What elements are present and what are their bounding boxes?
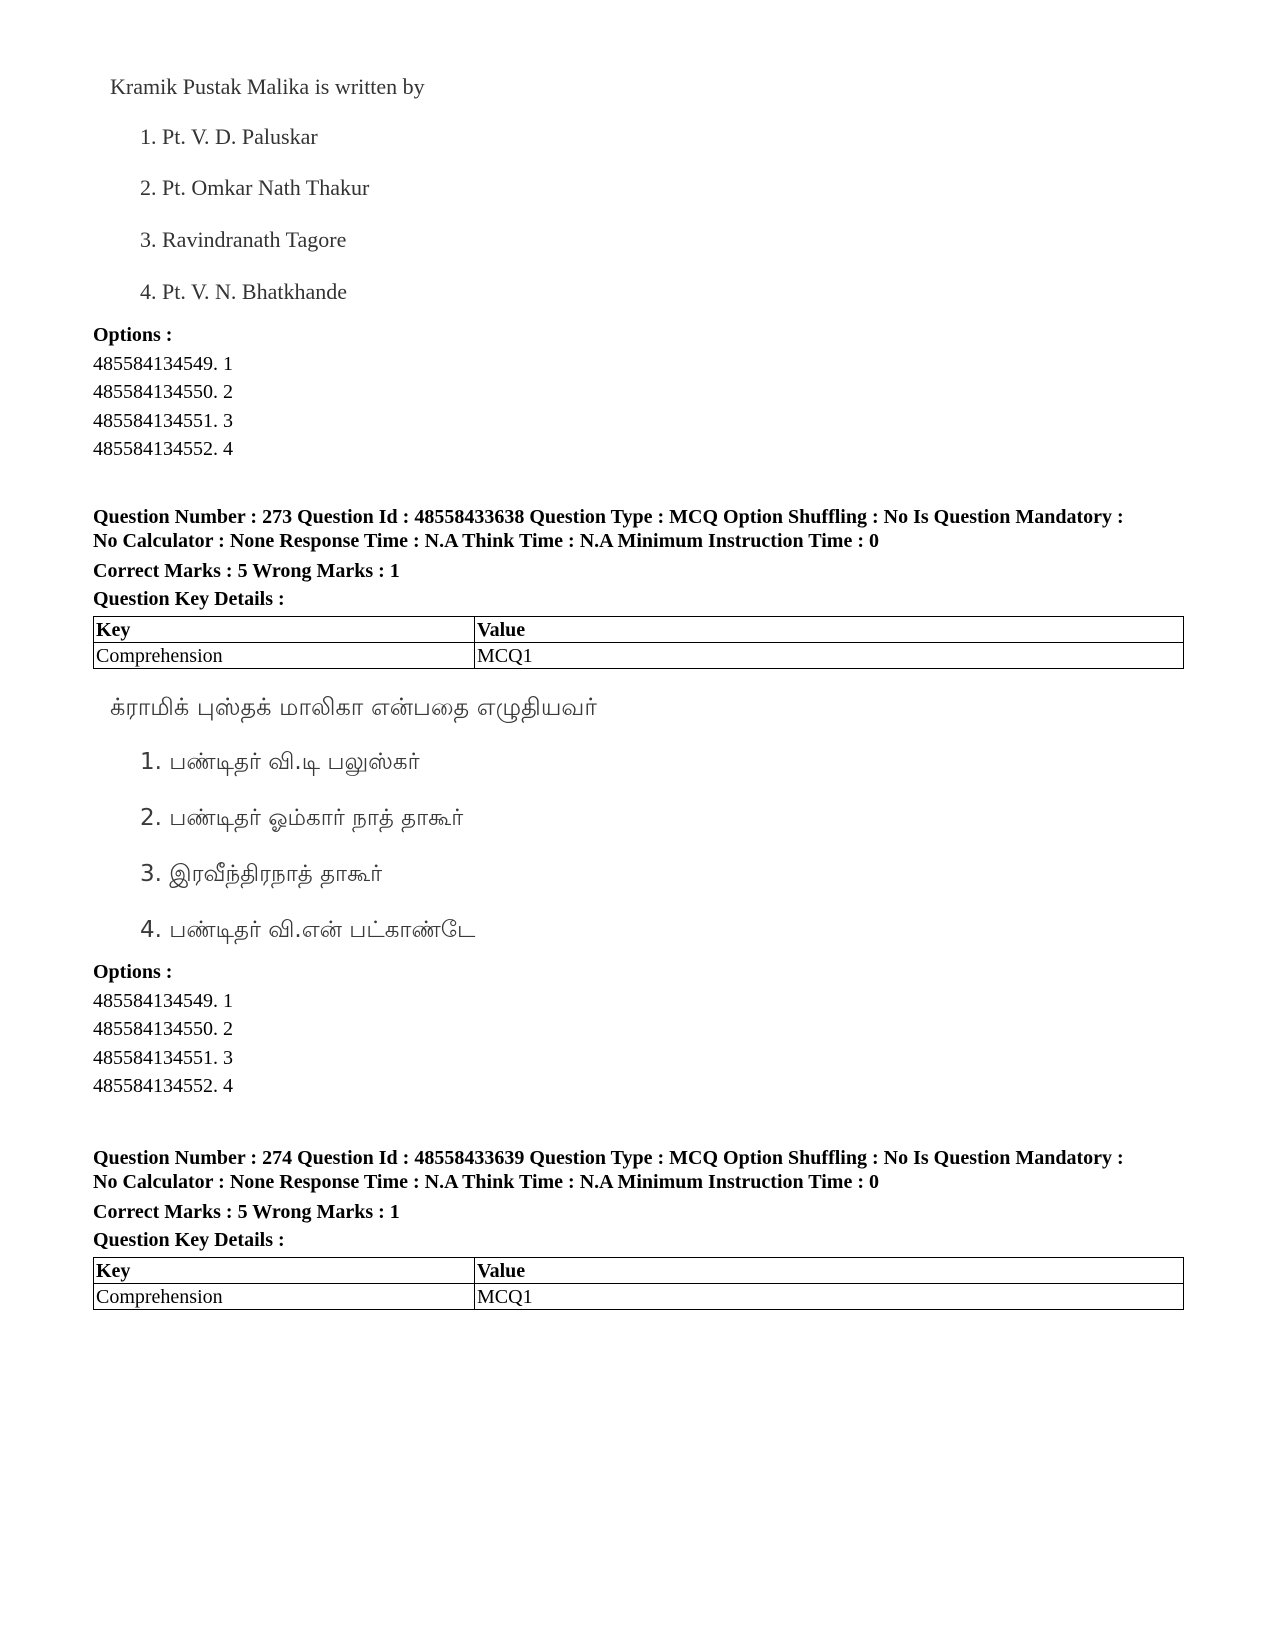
- question-marks: Correct Marks : 5 Wrong Marks : 1: [93, 1201, 400, 1223]
- options-list: [93, 321, 233, 464]
- value-header-cell: Value: [475, 617, 1184, 643]
- question-stem: Kramik Pustak Malika is written by: [110, 74, 425, 99]
- option-line: 485584134549. 1: [93, 352, 233, 375]
- question-header-line: No Calculator : None Response Time : N.A Think Time : N.A Minimum Instruction Time : 0: [93, 1170, 879, 1193]
- question-274-header: [93, 1147, 1193, 1194]
- question-choice: 3. Ravindranath Tagore: [140, 227, 347, 252]
- options-title: Options :: [93, 324, 173, 346]
- key-cell: Comprehension: [94, 1284, 475, 1310]
- question-choice: 3. இரவீந்திரநாத் தாகூர்: [140, 861, 383, 887]
- option-line: 485584134550. 2: [93, 1018, 233, 1040]
- key-header-cell: Key: [94, 617, 475, 643]
- question-header-line: Question Number : 273 Question Id : 48558433638 Question Type : MCQ Option Shuffling : No Is Question Mandatory :: [93, 506, 1124, 528]
- question-marks: Correct Marks : 5 Wrong Marks : 1: [93, 560, 400, 582]
- option-line: 485584134551. 3: [93, 1046, 233, 1069]
- question-choice: 1. பண்டிதர் வி.டி பலுஸ்கர்: [140, 749, 420, 775]
- question-choice: 1. Pt. V. D. Paluskar: [140, 124, 318, 149]
- question-choice: 4. Pt. V. N. Bhatkhande: [140, 279, 347, 304]
- table-header-row: [94, 617, 1184, 643]
- key-cell: Comprehension: [94, 643, 475, 669]
- question-choice: 4. பண்டிதர் வி.என் பட்காண்டே: [140, 917, 476, 943]
- value-cell: MCQ1: [475, 1284, 1184, 1310]
- option-line: 485584134551. 3: [93, 409, 233, 432]
- key-details-table: [93, 616, 1184, 669]
- table-header-row: [94, 1258, 1184, 1284]
- key-header-cell: Key: [94, 1258, 475, 1284]
- table-row: [94, 643, 1184, 669]
- question-273-header: [93, 506, 1193, 553]
- option-line: 485584134549. 1: [93, 989, 233, 1012]
- value-cell: MCQ1: [475, 643, 1184, 669]
- question-choice: 2. Pt. Omkar Nath Thakur: [140, 175, 370, 200]
- question-272-image: [110, 74, 425, 304]
- question-stem: க்ராமிக் புஸ்தக் மாலிகா என்பதை எழுதியவர்: [110, 693, 597, 721]
- question-header-line: Question Number : 274 Question Id : 48558433639 Question Type : MCQ Option Shuffling : No Is Question Mandatory :: [93, 1147, 1124, 1169]
- question-273-image: [110, 692, 597, 943]
- options-title: Options :: [93, 961, 173, 983]
- option-line: 485584134552. 4: [93, 438, 233, 460]
- value-header-cell: Value: [475, 1258, 1184, 1284]
- option-line: 485584134552. 4: [93, 1075, 233, 1097]
- key-details-table: [93, 1257, 1184, 1310]
- options-list: [93, 958, 233, 1101]
- table-row: [94, 1284, 1184, 1310]
- option-line: 485584134550. 2: [93, 381, 233, 403]
- question-header-line: No Calculator : None Response Time : N.A Think Time : N.A Minimum Instruction Time : 0: [93, 529, 879, 552]
- key-details-title: Question Key Details :: [93, 588, 285, 610]
- key-details-title: Question Key Details :: [93, 1229, 285, 1251]
- question-choice: 2. பண்டிதர் ஓம்கார் நாத் தாகூர்: [140, 805, 464, 831]
